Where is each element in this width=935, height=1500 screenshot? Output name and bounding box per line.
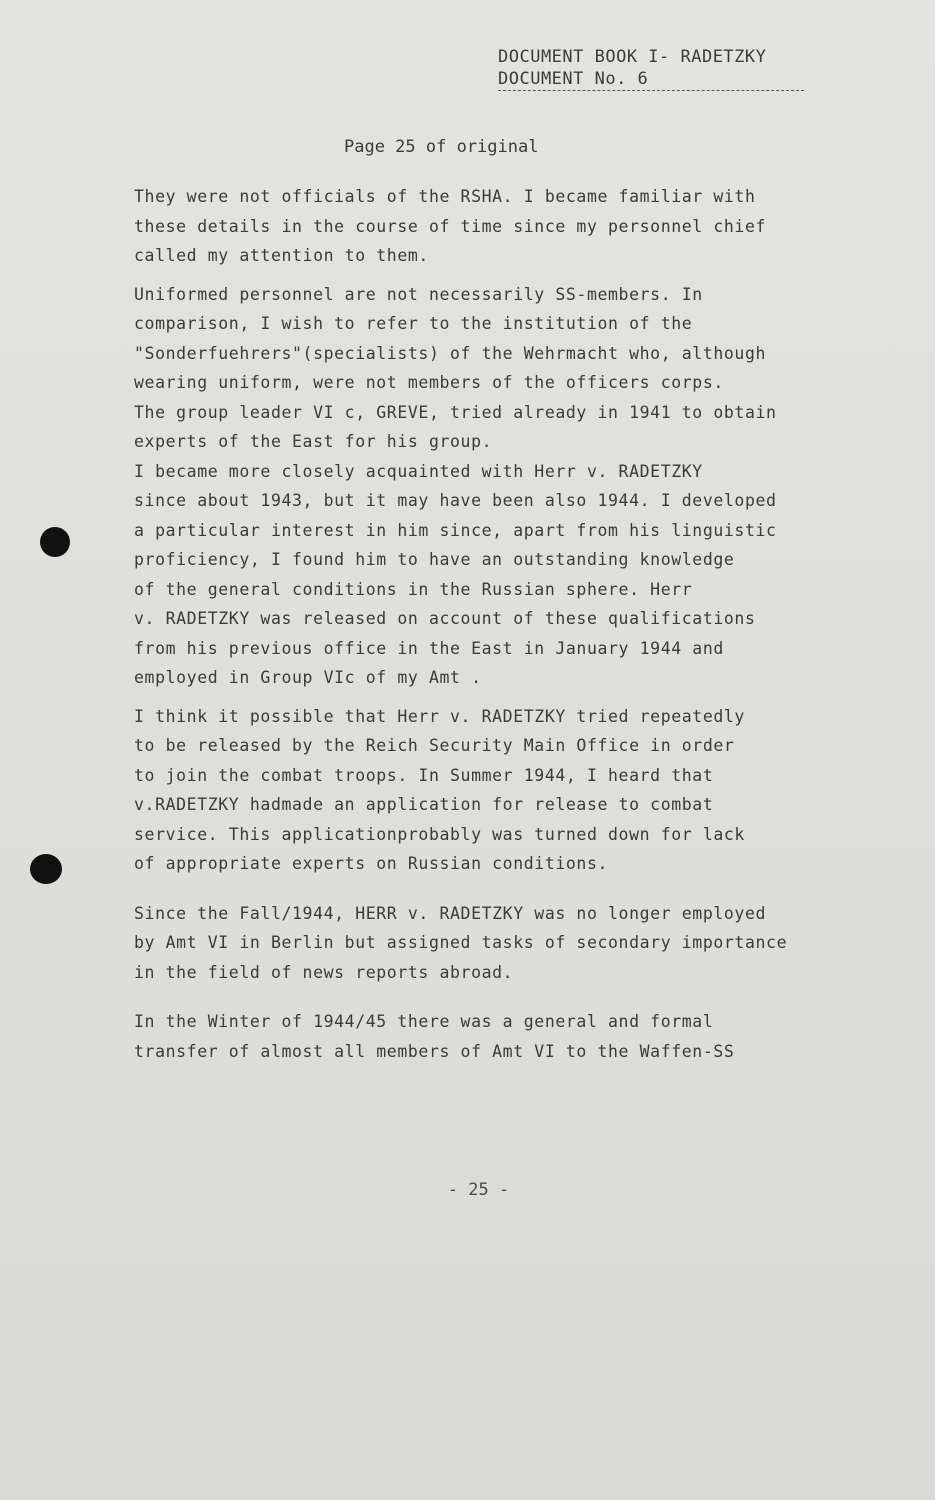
document-book-title: DOCUMENT BOOK I- RADETZKY (498, 47, 767, 67)
document-header (498, 46, 804, 91)
document-body (134, 182, 894, 1075)
document-number: DOCUMENT No. 6 (498, 68, 804, 91)
paragraph-3: I became more closely acquainted with Herr v. RADETZKY since about 1943, but it may have been also 1944. I developed a particular interest in him since, apart from his linguistic proficiency, I found him to have an outstanding knowledge of the general conditions in the Russian sphere. Herr v. RADETZKY was released on account of these qualifications from his previous office in the East in January 1944 and employed in Group VIc of my Amt . (134, 461, 777, 687)
punch-hole (30, 854, 62, 884)
page-reference: Page 25 of original (344, 137, 539, 157)
paragraph-5: Since the Fall/1944, HERR v. RADETZKY was no longer employed by Amt VI in Berlin but assigned tasks of secondary importance in the field of news reports abroad. (134, 903, 788, 982)
page-number: - 25 - (447, 1180, 510, 1200)
paragraph-1: They were not officials of the RSHA. I became familiar with these details in the course of time since my personnel chief called my attention to them. (134, 187, 767, 265)
paragraph-4: I think it possible that Herr v. RADETZKY tried repeatedly to be released by the Reich Security Main Office in order to join the combat troops. In Summer 1944, I heard that v.RADETZKY hadmade an application for release to combat service. This applicationprobably was turned down for lack of appropriate experts on Russian conditions. (134, 706, 745, 873)
punch-hole (40, 527, 70, 557)
paragraph-2: Uniformed personnel are not necessarily SS-members. In comparison, I wish to refer to the institution of the "Sonderfuehrers"(specialists) of the Wehrmacht who, although wearing uniform, were not members of the officers corps. The group leader VI c, GREVE, tried already in 1941 to obtain experts of the East for his group. (134, 284, 777, 451)
paragraph-6: In the Winter of 1944/45 there was a general and formal transfer of almost all members of Amt VI to the Waffen-SS (134, 1012, 735, 1061)
